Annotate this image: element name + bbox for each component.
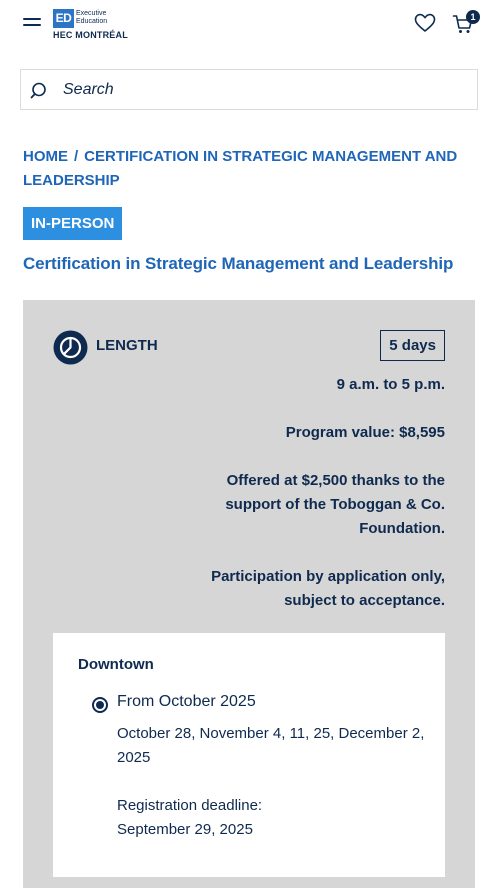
search-bar bbox=[20, 69, 478, 110]
logo-hec: HEC MONTRÉAL bbox=[53, 30, 128, 40]
search-input[interactable] bbox=[63, 78, 463, 102]
logo-ed-mark: ED bbox=[53, 9, 74, 28]
breadcrumb bbox=[23, 145, 473, 193]
breadcrumb-current: CERTIFICATION IN STRATEGIC MANAGEMENT AND LEADERSHIP bbox=[23, 148, 458, 189]
menu-icon[interactable] bbox=[23, 18, 41, 28]
session-radio[interactable] bbox=[92, 697, 108, 713]
program-hours: 9 a.m. to 5 p.m. bbox=[336, 376, 445, 393]
program-value: Program value: $8,595 bbox=[285, 424, 445, 441]
session-dates: October 28, November 4, 11, 25, December 2, 2025 bbox=[117, 725, 425, 766]
session-card bbox=[53, 633, 445, 877]
session-start[interactable]: From October 2025 bbox=[117, 693, 256, 710]
cart-count-badge: 1 bbox=[466, 10, 480, 24]
logo-subtitle: Executive Education bbox=[76, 10, 108, 25]
breadcrumb-home[interactable]: HOME bbox=[23, 148, 68, 165]
heart-icon[interactable] bbox=[414, 13, 436, 33]
clock-icon bbox=[53, 330, 88, 365]
breadcrumb-separator: / bbox=[74, 148, 79, 165]
format-badge: IN-PERSON bbox=[23, 207, 122, 240]
deadline-date: September 29, 2025 bbox=[117, 821, 253, 838]
search-icon[interactable] bbox=[30, 81, 50, 101]
deadline-label: Registration deadline: bbox=[117, 797, 263, 814]
site-header bbox=[0, 0, 499, 48]
program-participation: Participation by application only, subject to acceptance. bbox=[211, 568, 445, 609]
length-label: LENGTH bbox=[96, 337, 158, 354]
length-value: 5 days bbox=[380, 330, 445, 361]
program-title: Certification in Strategic Management and Leadership bbox=[23, 254, 454, 273]
session-location: Downtown bbox=[78, 656, 154, 673]
program-offer: Offered at $2,500 thanks to the support of the Toboggan & Co. Foundation. bbox=[225, 472, 445, 537]
program-info-panel bbox=[23, 300, 475, 888]
logo[interactable] bbox=[53, 9, 128, 41]
